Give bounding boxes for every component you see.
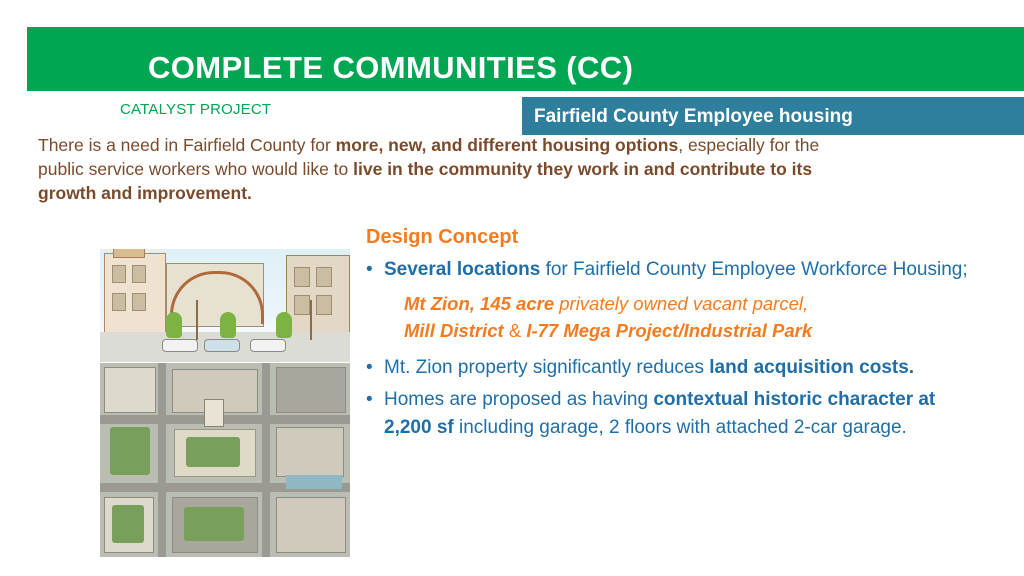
- intro-bold1: more, new, and different housing options: [335, 135, 679, 155]
- bullet-3-end: including garage, 2 floors with attached 2-car garage.: [453, 417, 907, 438]
- aerial-green-space: [110, 427, 150, 475]
- aerial-road: [158, 363, 166, 557]
- aerial-illustration: [100, 363, 350, 557]
- bullet-dot-icon: •: [366, 259, 373, 280]
- aerial-block: [276, 367, 346, 413]
- bullet-dot-icon: •: [366, 389, 373, 410]
- sketch-window: [294, 267, 310, 287]
- sketch-car: [204, 339, 240, 352]
- subnote-bold-1: Mt Zion, 145 acre: [404, 293, 555, 314]
- sketch-tree: [276, 312, 292, 338]
- aerial-block: [276, 427, 344, 477]
- bullet-text: [384, 354, 984, 382]
- sketch-tree: [166, 312, 182, 338]
- sketch-car: [162, 339, 198, 352]
- aerial-green-space: [186, 437, 240, 467]
- aerial-block: [276, 497, 346, 553]
- aerial-block: [104, 367, 156, 413]
- sketch-window: [294, 295, 310, 315]
- sketch-window: [132, 293, 146, 311]
- bullet-3-start: Homes are proposed as having: [384, 389, 654, 410]
- bullet-text: [384, 256, 984, 350]
- bullet-3-bold: contextual historic character at 2,200 sf: [384, 389, 936, 438]
- sketch-tree: [220, 312, 236, 338]
- bullet-2-bold: land acquisition costs.: [709, 357, 915, 378]
- aerial-road: [262, 363, 270, 557]
- sketch-light-pole: [310, 300, 312, 340]
- banner-label: Fairfield County Employee housing: [534, 106, 853, 127]
- design-concept-bullets: [366, 256, 984, 446]
- sketch-window: [316, 295, 332, 315]
- sketch-car: [250, 339, 286, 352]
- sketch-window: [132, 265, 146, 283]
- subnote-ampersand: &: [503, 320, 527, 341]
- image-streetscape-sketch: [100, 249, 350, 362]
- intro-paragraph: [38, 133, 828, 205]
- aerial-tower: [204, 399, 224, 427]
- page-title: COMPLETE COMMUNITIES (CC): [148, 50, 634, 85]
- intro-part2: , especially for the public service workers who would like to: [38, 135, 820, 179]
- design-concept-heading: Design Concept: [366, 226, 519, 248]
- header-subtitle: CATALYST PROJECT: [120, 101, 272, 118]
- aerial-green-space: [184, 507, 244, 541]
- bullet-2-start: Mt. Zion property significantly reduces: [384, 357, 710, 378]
- intro-bold2: live in the community they work in and contribute to its growth and improvement.: [38, 159, 813, 203]
- aerial-road: [100, 415, 350, 424]
- bullet-1-rest: for Fairfield County Employee Workforce Housing;: [540, 259, 968, 280]
- list-item: [366, 354, 984, 382]
- sketch-light-pole: [196, 300, 198, 340]
- list-item: [366, 386, 984, 442]
- image-aerial-rendering: [100, 363, 350, 557]
- subnote-italic-1: privately owned vacant parcel,: [554, 293, 809, 314]
- subnote-bold-2: Mill District: [404, 320, 504, 341]
- bullet-dot-icon: •: [366, 357, 373, 378]
- sketch-window: [112, 293, 126, 311]
- intro-part1: There is a need in Fairfield County for: [38, 135, 336, 155]
- bullet-text: [384, 386, 984, 442]
- sketch-window: [112, 265, 126, 283]
- sketch-illustration: [100, 249, 350, 362]
- bullet-1-bold: Several locations: [384, 259, 541, 280]
- sketch-window: [316, 267, 332, 287]
- bullet-1-subnote: [404, 290, 984, 344]
- list-item: [366, 256, 984, 350]
- aerial-green-space: [112, 505, 144, 543]
- subnote-bold-3: I-77 Mega Project/Industrial Park: [526, 320, 813, 341]
- aerial-water: [286, 475, 342, 489]
